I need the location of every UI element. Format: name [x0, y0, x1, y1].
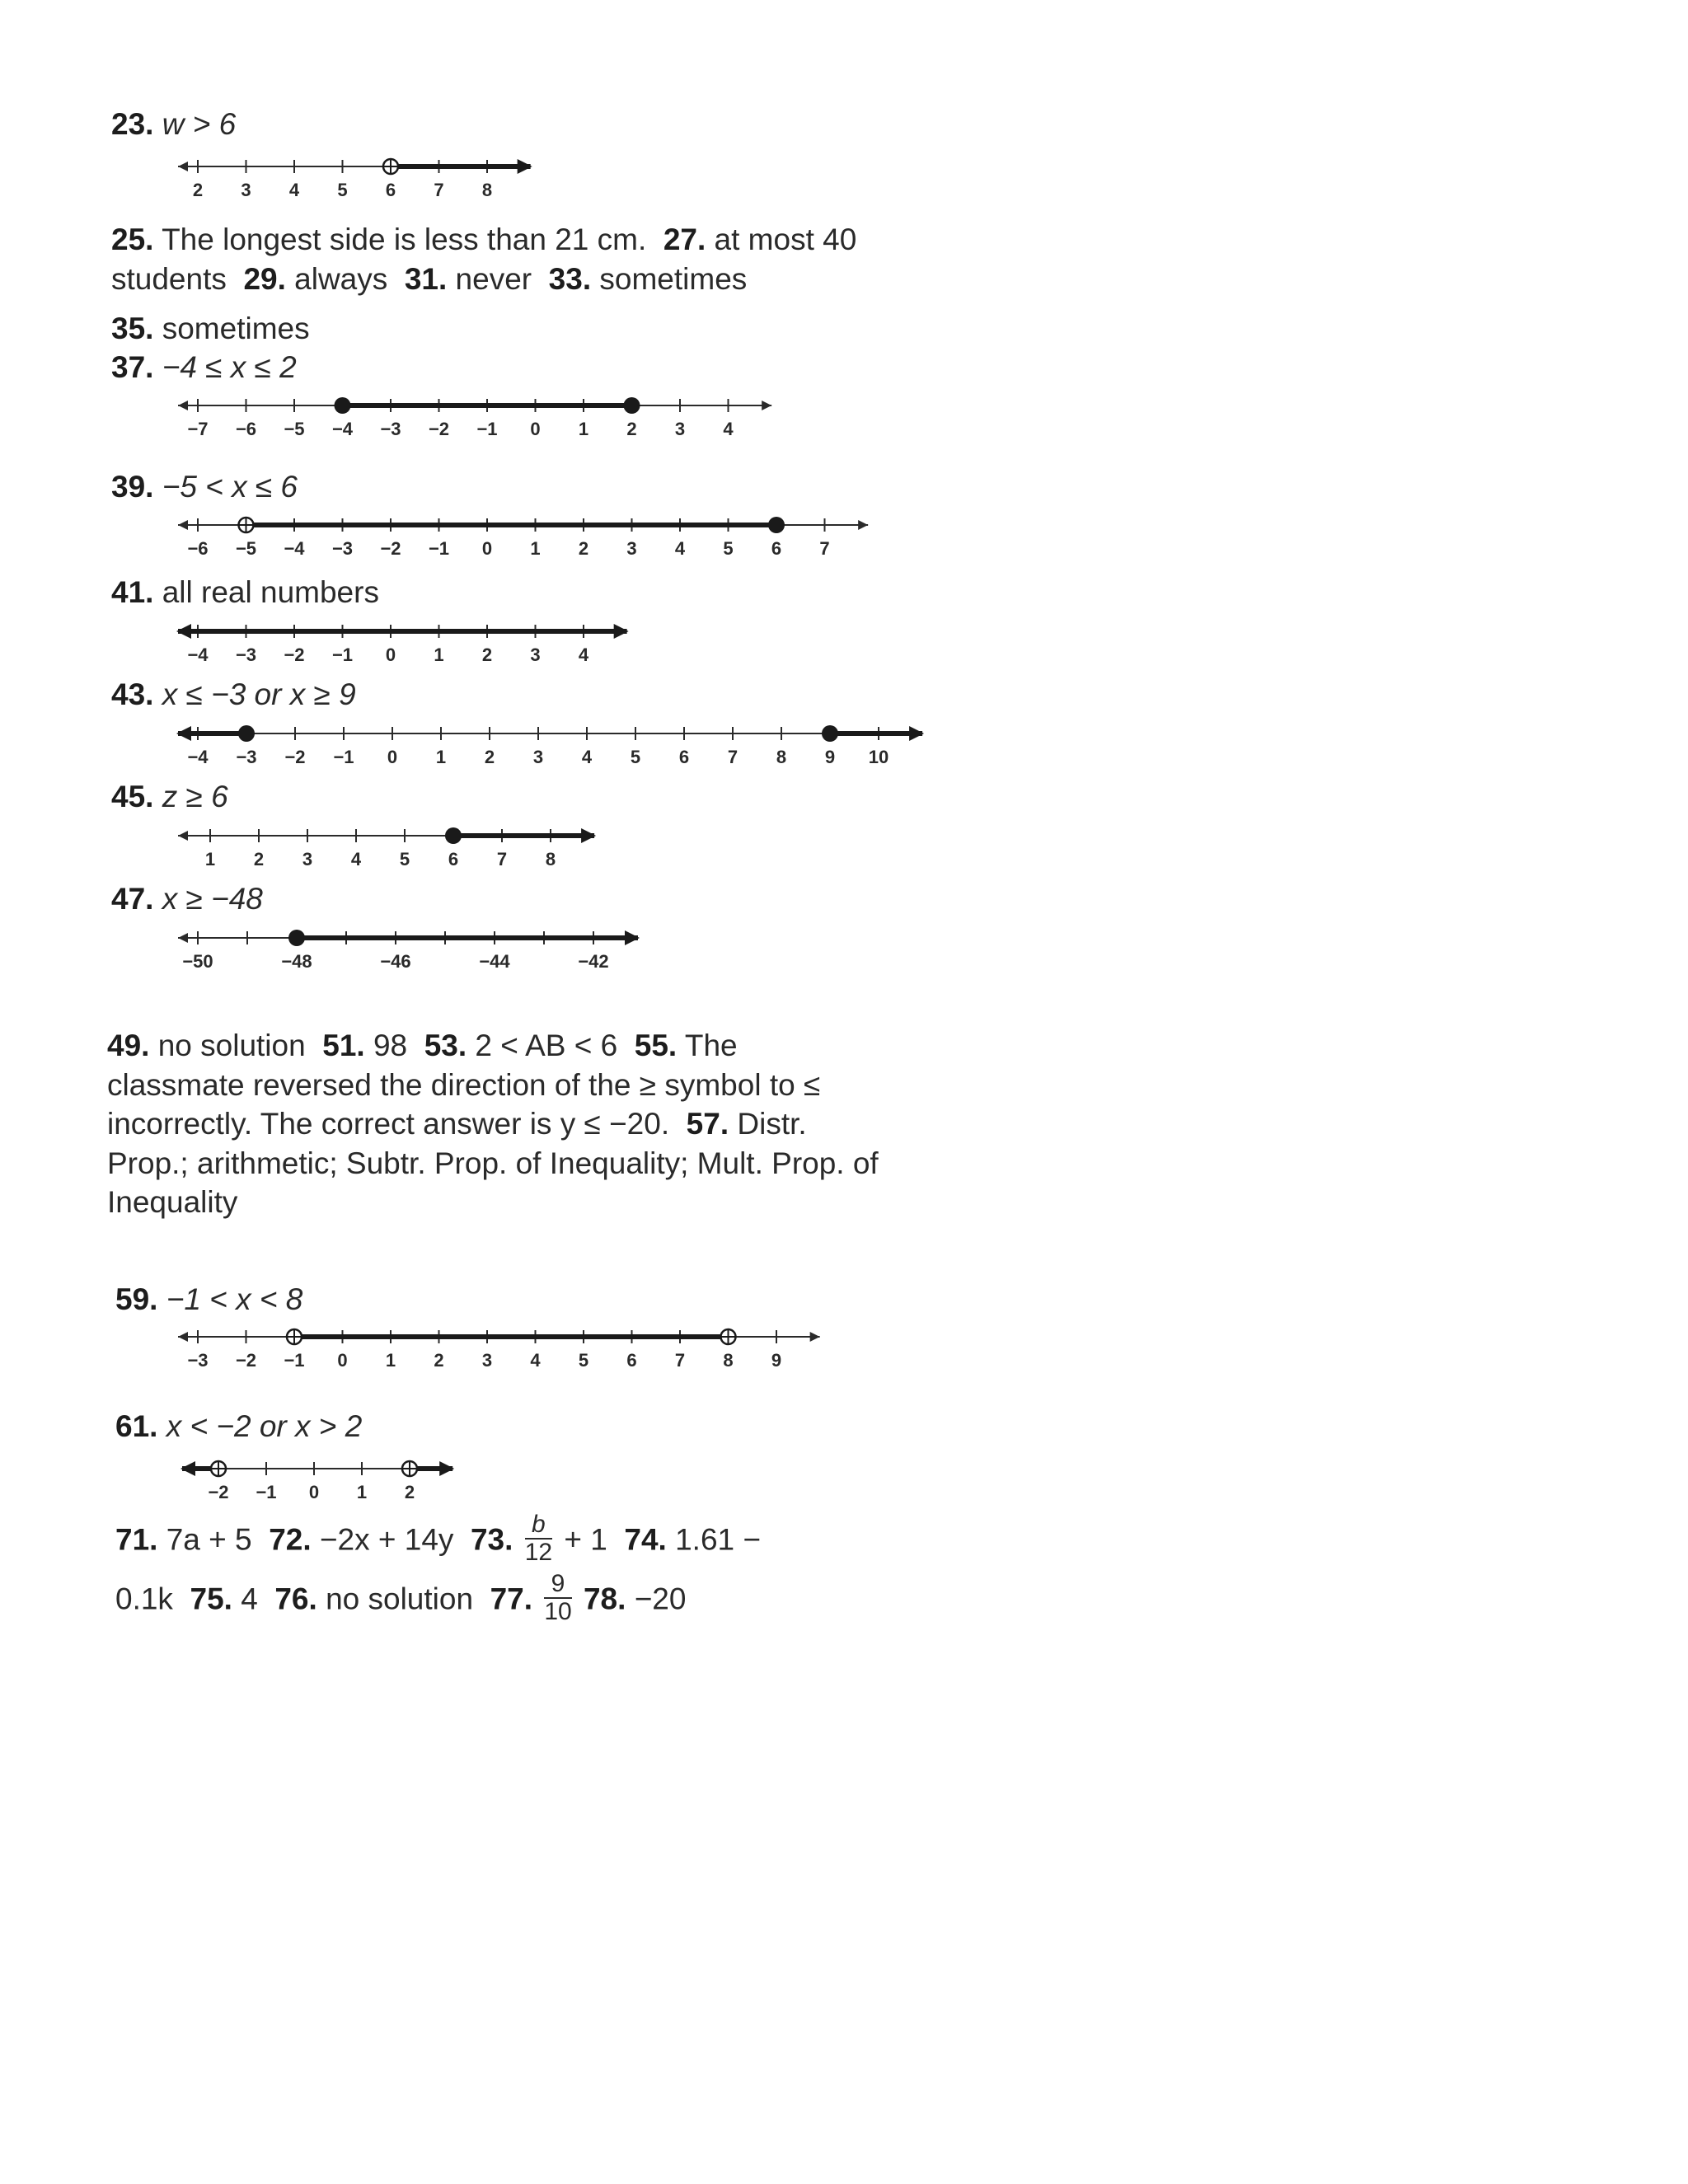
answer-text: sometimes: [162, 312, 310, 345]
tick-label: 5: [723, 538, 734, 559]
closed-endpoint: [822, 725, 838, 742]
answer-text: + 1: [564, 1522, 607, 1557]
tick-label: 1: [356, 1482, 368, 1502]
tick-label: 5: [399, 849, 410, 869]
tick-label: 8: [545, 849, 556, 869]
answer-55-57-line3: [107, 1108, 807, 1139]
tick-label: 5: [578, 1350, 589, 1371]
tick-label: 8: [776, 747, 787, 767]
tick-label: −4: [187, 644, 209, 665]
tick-label: 8: [723, 1350, 734, 1371]
tick-label: 2: [192, 180, 204, 200]
tick-label: 0: [481, 538, 493, 559]
left-arrow-bold: [176, 624, 191, 639]
item-number: 55.: [634, 1029, 678, 1062]
answer-23: [111, 109, 236, 139]
tick-label: 5: [337, 180, 348, 200]
tick-label: 5: [630, 747, 641, 767]
tick-label: −4: [331, 419, 354, 439]
tick-label: 6: [678, 747, 690, 767]
answer-text: students: [111, 262, 227, 296]
answer-35: [111, 313, 310, 344]
answer-text: −1 < x < 8: [166, 1282, 303, 1316]
tick-label: 3: [674, 419, 686, 439]
answer-text: w > 6: [162, 107, 237, 141]
number-line-37: [173, 394, 783, 443]
tick-label: 3: [532, 747, 544, 767]
tick-label: −5: [235, 538, 257, 559]
answer-row-25-27: [111, 224, 856, 255]
tick-label: 2: [578, 538, 589, 559]
answer-row-71-74: [115, 1511, 762, 1568]
tick-label: 0: [387, 747, 398, 767]
right-arrow-bold: [581, 828, 596, 843]
item-number: 33.: [548, 262, 592, 296]
answer-text: The longest side is less than 21 cm.: [162, 223, 647, 256]
answer-text: x < −2 or x > 2: [166, 1409, 363, 1443]
tick-label: 3: [626, 538, 637, 559]
tick-label: −2: [428, 419, 450, 439]
answer-text: 7a + 5: [166, 1522, 252, 1557]
item-number: 47.: [111, 882, 154, 916]
item-number: 71.: [115, 1522, 158, 1557]
tick-label: 2: [253, 849, 265, 869]
tick-label: 4: [530, 1350, 541, 1371]
tick-label: −3: [235, 644, 257, 665]
tick-label: 1: [434, 644, 444, 665]
answer-text: 4: [241, 1582, 258, 1616]
tick-label: −3: [380, 419, 401, 439]
answer-row-74-78: [115, 1570, 687, 1628]
tick-label: −1: [331, 644, 354, 665]
answer-61: [115, 1411, 362, 1441]
answer-37: [111, 352, 297, 382]
answer-text: 98: [373, 1029, 408, 1062]
closed-endpoint: [624, 397, 640, 414]
number-line-61: [177, 1457, 466, 1507]
answer-text: incorrectly. The correct answer is y ≤ −20.: [107, 1107, 670, 1141]
left-arrow-bold: [181, 1461, 195, 1476]
item-number: 37.: [111, 350, 154, 384]
answer-57-line3: [107, 1187, 237, 1217]
item-number: 31.: [404, 262, 448, 296]
item-number: 45.: [111, 780, 154, 813]
answer-39: [111, 471, 298, 502]
answer-text: z ≥ 6: [162, 780, 228, 813]
tick-label: 4: [723, 419, 734, 439]
tick-label: 1: [530, 538, 541, 559]
tick-label: −46: [380, 951, 411, 972]
answer-text: all real numbers: [162, 575, 379, 609]
answer-text: 2 < AB < 6: [475, 1029, 618, 1062]
tick-label: 0: [337, 1350, 348, 1371]
closed-endpoint: [768, 517, 785, 533]
tick-label: 8: [481, 180, 493, 200]
tick-label: −50: [182, 951, 213, 972]
item-number: 43.: [111, 677, 154, 711]
tick-label: 3: [302, 849, 313, 869]
answer-57-line2: [107, 1148, 879, 1179]
tick-label: 7: [727, 747, 738, 767]
closed-endpoint: [238, 725, 255, 742]
answer-41: [111, 577, 379, 607]
item-number: 41.: [111, 575, 154, 609]
left-arrow: [178, 401, 188, 410]
right-arrow-bold: [439, 1461, 454, 1476]
answer-text: −2x + 14y: [319, 1522, 454, 1557]
tick-label: 2: [404, 1482, 415, 1502]
number-line-59: [173, 1325, 841, 1375]
tick-label: 10: [868, 747, 889, 767]
item-number: 51.: [322, 1029, 365, 1062]
tick-label: 7: [496, 849, 508, 869]
answer-text: 0.1k: [115, 1582, 173, 1616]
tick-label: 2: [484, 747, 495, 767]
number-line-43: [173, 722, 931, 771]
tick-label: −4: [284, 538, 305, 559]
tick-label: 9: [824, 747, 836, 767]
tick-label: −1: [476, 419, 498, 439]
item-number: 61.: [115, 1409, 158, 1443]
answer-text: no solution: [326, 1582, 474, 1616]
item-number: 25.: [111, 223, 154, 256]
tick-label: −1: [333, 747, 354, 767]
closed-endpoint: [445, 827, 462, 844]
right-arrow-bold: [625, 930, 640, 945]
tick-label: −1: [256, 1482, 277, 1502]
tick-label: 3: [481, 1350, 493, 1371]
tick-label: 2: [481, 644, 493, 665]
item-number: 59.: [115, 1282, 158, 1316]
right-arrow: [810, 1332, 820, 1342]
answer-row-29-33: [111, 264, 747, 294]
right-arrow: [858, 520, 868, 530]
answer-text: −4 ≤ x ≤ 2: [162, 350, 297, 384]
answer-text: never: [455, 262, 532, 296]
number-line-41: [173, 620, 643, 669]
tick-label: 3: [530, 644, 541, 665]
tick-label: −48: [281, 951, 312, 972]
right-arrow-bold: [614, 624, 629, 639]
answer-text: no solution: [157, 1029, 306, 1062]
fraction-73: [525, 1511, 552, 1565]
tick-label: −3: [236, 747, 257, 767]
closed-endpoint: [335, 397, 351, 414]
tick-label: −6: [235, 419, 257, 439]
number-line-45: [173, 824, 602, 874]
tick-label: 4: [350, 849, 362, 869]
answer-text: Distr.: [737, 1107, 807, 1141]
tick-label: −3: [187, 1350, 209, 1371]
tick-label: −1: [428, 538, 450, 559]
tick-label: 7: [434, 180, 444, 200]
answer-text: at most 40: [714, 223, 857, 256]
tick-label: 0: [308, 1482, 320, 1502]
tick-label: 4: [674, 538, 686, 559]
closed-endpoint: [288, 930, 305, 946]
tick-label: −2: [208, 1482, 229, 1502]
item-number: 35.: [111, 312, 154, 345]
item-number: 57.: [686, 1107, 729, 1141]
tick-label: 6: [771, 538, 782, 559]
tick-label: 1: [385, 1350, 396, 1371]
tick-label: 1: [578, 419, 589, 439]
tick-label: 7: [819, 538, 830, 559]
tick-label: 6: [626, 1350, 637, 1371]
tick-label: −1: [284, 1350, 305, 1371]
item-number: 39.: [111, 470, 154, 504]
tick-label: 6: [385, 180, 396, 200]
answer-55-line2: [107, 1070, 820, 1100]
tick-label: −2: [284, 747, 306, 767]
answer-text: x ≤ −3 or x ≥ 9: [162, 677, 356, 711]
left-arrow: [178, 520, 188, 530]
tick-label: −2: [235, 1350, 257, 1371]
tick-label: 9: [771, 1350, 782, 1371]
item-number: 23.: [111, 107, 154, 141]
left-arrow: [178, 162, 188, 171]
item-number: 74.: [624, 1522, 667, 1557]
tick-label: −7: [187, 419, 209, 439]
answer-text: Inequality: [107, 1185, 238, 1219]
left-arrow-bold: [176, 726, 191, 741]
tick-label: −2: [284, 644, 305, 665]
tick-label: 2: [626, 419, 637, 439]
tick-label: 7: [674, 1350, 686, 1371]
answer-text: 1.61 −: [675, 1522, 762, 1557]
answer-47: [111, 883, 263, 914]
tick-label: −3: [331, 538, 354, 559]
tick-label: 4: [578, 644, 589, 665]
answer-text: classmate reversed the direction of the ≥ symbol to ≤: [107, 1068, 821, 1102]
tick-label: 4: [288, 180, 300, 200]
tick-label: 1: [435, 747, 447, 767]
item-number: 77.: [490, 1582, 533, 1616]
denominator: 12: [524, 1538, 553, 1566]
answer-59: [115, 1284, 302, 1315]
item-number: 73.: [470, 1522, 513, 1557]
tick-label: −6: [187, 538, 209, 559]
left-arrow: [178, 933, 188, 943]
item-number: 72.: [269, 1522, 312, 1557]
answer-text: −20: [634, 1582, 687, 1616]
item-number: 76.: [274, 1582, 317, 1616]
right-arrow-bold: [518, 159, 532, 174]
answer-text: always: [294, 262, 388, 296]
item-number: 78.: [583, 1582, 626, 1616]
denominator: 10: [544, 1597, 572, 1625]
answer-row-49-55: [107, 1030, 738, 1061]
tick-label: −5: [284, 419, 305, 439]
left-arrow: [178, 1332, 188, 1342]
tick-label: 1: [204, 849, 216, 869]
answer-45: [111, 781, 228, 812]
number-line-47: [173, 926, 643, 976]
answer-43: [111, 679, 356, 710]
item-number: 27.: [663, 223, 706, 256]
right-arrow-bold: [909, 726, 924, 741]
tick-label: −4: [187, 747, 209, 767]
fraction-77: [544, 1571, 571, 1624]
tick-label: −44: [479, 951, 510, 972]
answer-text: x ≥ −48: [162, 882, 263, 916]
item-number: 49.: [107, 1029, 150, 1062]
tick-label: 2: [434, 1350, 444, 1371]
number-line-39: [173, 513, 890, 563]
tick-label: 0: [530, 419, 541, 439]
answer-text: sometimes: [599, 262, 748, 296]
item-number: 29.: [243, 262, 286, 296]
item-number: 53.: [424, 1029, 467, 1062]
answer-text: −5 < x ≤ 6: [162, 470, 298, 504]
right-arrow: [762, 401, 771, 410]
numerator: 9: [544, 1571, 571, 1599]
tick-label: 0: [385, 644, 396, 665]
left-arrow: [178, 831, 188, 841]
answer-text: Prop.; arithmetic; Subtr. Prop. of Inequality; Mult. Prop. of: [107, 1146, 879, 1180]
item-number: 75.: [190, 1582, 232, 1616]
tick-label: 6: [448, 849, 459, 869]
tick-label: −2: [380, 538, 401, 559]
numerator: b: [525, 1511, 552, 1540]
tick-label: 4: [581, 747, 593, 767]
answer-text: The: [684, 1029, 738, 1062]
number-line-23: [173, 155, 536, 204]
tick-label: −42: [578, 951, 609, 972]
tick-label: 3: [241, 180, 251, 200]
